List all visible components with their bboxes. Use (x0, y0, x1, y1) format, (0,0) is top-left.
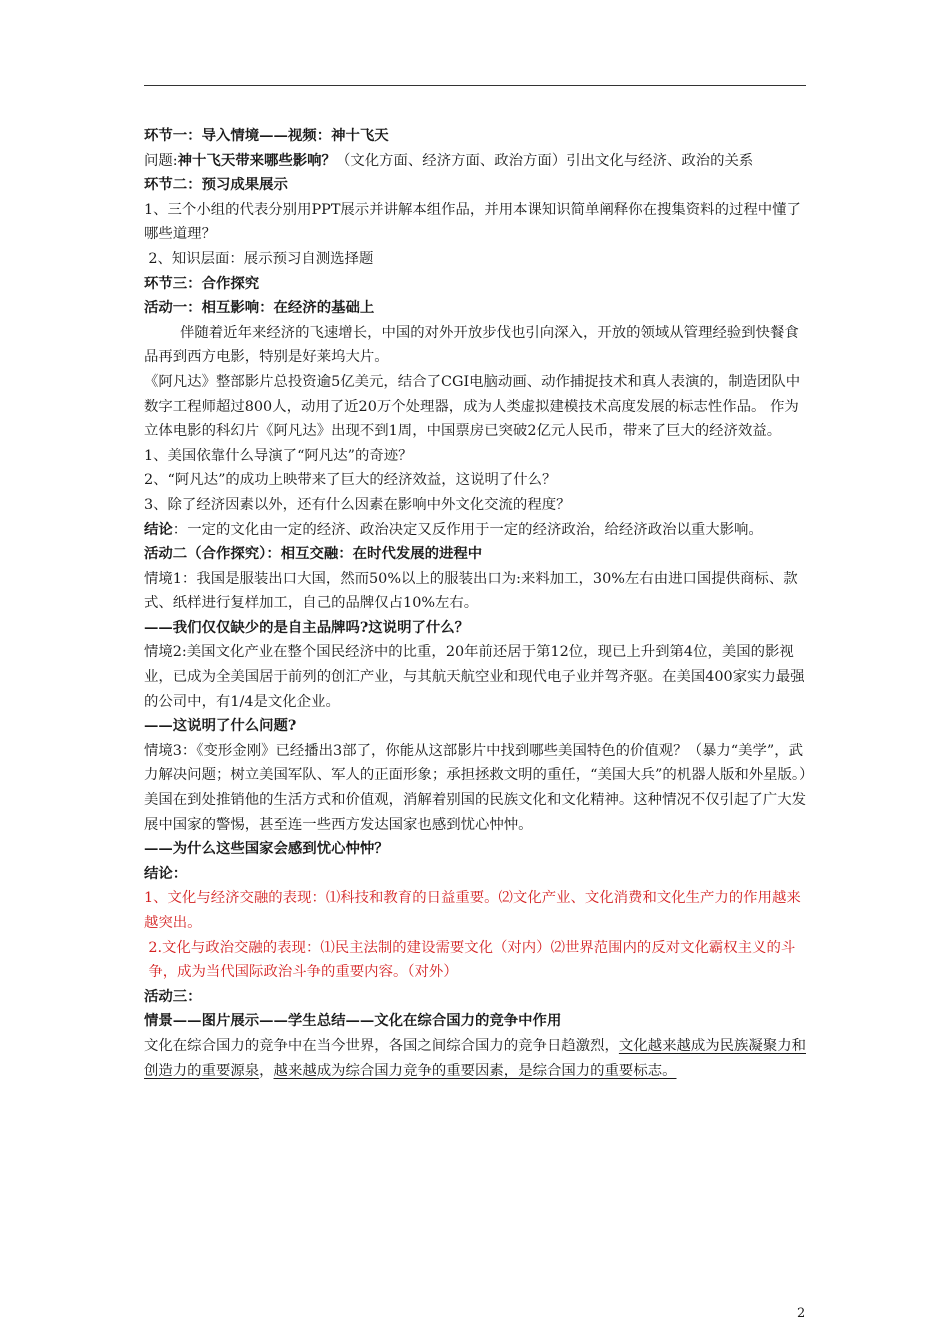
section1-question (144, 149, 808, 174)
activity1-question-3: 3、除了经济因素以外，还有什么因素在影响中外文化交流的程度？ (144, 496, 571, 513)
activity3-underline-2: 越来越成为综合国力竞争的重要因素，是综合国力的重要标志。 (273, 1062, 677, 1079)
header-rule (144, 85, 806, 86)
activity1-conclusion (144, 518, 808, 543)
scenario-2-question: ——这说明了什么问题? (144, 717, 297, 735)
scenario-2: 情境2:美国文化产业在整个国民经济中的比重，20年前还居于第12位，现已上升到第4位，美国的影视业，已成为全美国居于前列的创汇产业，与其航天航空业和现代电子业并驾齐驱。在美国400家实力最强的公司中，有1/4是文化企业。 (144, 644, 805, 710)
activity3-paragraph (144, 1034, 808, 1083)
section1-heading: 环节一：导入情境——视频：神十飞天 (144, 127, 389, 144)
scenario-3-question: ——为什么这些国家会感到忧心忡忡？ (144, 840, 389, 858)
activity3-heading: 活动三： (144, 987, 202, 1005)
activity1-paragraph-2: 《阿凡达》整部影片总投资逾5亿美元，结合了CGI电脑动画、动作捕捉技术和真人表演的，制造团队中数字工程师超过800人，动用了近20万个处理器，成为人类虚拟建模技术高度发展的标志性作品。 作为立体电影的科幻片《阿凡达》出现不到1周，中国票房已突破2亿元人民币，带来了巨大的经济效益。 (144, 373, 801, 440)
page-number: 2 (797, 1306, 806, 1321)
activity2-conclusion-label: 结论： (144, 864, 188, 882)
conclusion-label: 结论 (144, 520, 173, 538)
activity3-text-plain: 文化在综合国力的竞争中在当今世界，各国之间综合国力的竞争日趋激烈， (144, 1037, 619, 1054)
activity1-question-1: 1、美国依靠什么导演了“阿凡达”的奇迹？ (144, 447, 413, 464)
conclusion-text: ：一定的文化由一定的经济、政治决定又反作用于一定的经济政治，给经济政治以重大影响。 (172, 521, 763, 538)
activity3-subheading: 情景——图片展示——学生总结——文化在综合国力的竞争中作用 (144, 1012, 562, 1030)
question-rest: （文化方面、经济方面、政治方面）引出文化与经济、政治的关系 (335, 152, 754, 169)
activity1-paragraph-1: 伴随着近年来经济的飞速增长，中国的对外开放步伐也引向深入，开放的领域从管理经验到快餐食品再到西方电影，特别是好莱坞大片。 (144, 324, 799, 366)
conclusion-point-2: 2.文化与政治交融的表现：⑴民主法制的建设需要文化（对内）⑵世界范围内的反对文化霸权主义的斗争，成为当代国际政治斗争的重要内容。（对外） (148, 939, 796, 981)
activity2-heading: 活动二（合作探究）：相互交融：在时代发展的进程中 (144, 545, 483, 563)
section2-item-1: 1、三个小组的代表分别用PPT展示并讲解本组作品，并用本课知识简单阐释你在搜集资料的过程中懂了哪些道理？ (144, 201, 801, 243)
activity3-comma: ， (259, 1062, 274, 1079)
section2-heading: 环节二：预习成果展示 (144, 176, 288, 194)
document-body (144, 124, 808, 1083)
section3-heading: 环节三：合作探究 (144, 274, 260, 292)
scenario-3: 情境3：《变形金刚》已经播出3部了，你能从这部影片中找到哪些美国特色的价值观？（暴力“美学”，武力解决问题；树立美国军队、军人的正面形象；承担拯救文明的重任，“美国大兵”的机器人版和外星版。）美国在到处推销他的生活方式和价值观，消解着别国的民族文化和文化精神。这种情况不仅引起了广大发展中国家的警惕，甚至连一些西方发达国家也感到忧心忡忡。 (144, 742, 807, 833)
conclusion-point-1: 1、文化与经济交融的表现：⑴科技和教育的日益重要。⑵文化产业、文化消费和文化生产力的作用越来越突出。 (144, 890, 801, 931)
scenario-1-question: ——我们仅仅缺少的是自主品牌吗?这说明了什么？ (144, 618, 470, 636)
scenario-1: 情境1：我国是服装出口大国，然而50%以上的服装出口为:来料加工，30%左右由进口国提供商标、款式、纸样进行复样加工，自己的品牌仅占10%左右。 (144, 570, 798, 612)
activity1-question-2: 2、“阿凡达”的成功上映带来了巨大的经济效益，这说明了什么？ (144, 472, 557, 489)
activity1-heading: 活动一：相互影响：在经济的基础上 (144, 299, 375, 317)
question-bold: 神十飞天带来哪些影响？ (177, 151, 336, 169)
activity3-underline-1: 文化越来越成为民族凝聚力和创造力的重要源泉 (144, 1037, 806, 1079)
question-prefix: 问题: (144, 152, 178, 169)
section2-item-2: 2、知识层面：展示预习自测选择题 (148, 250, 374, 267)
